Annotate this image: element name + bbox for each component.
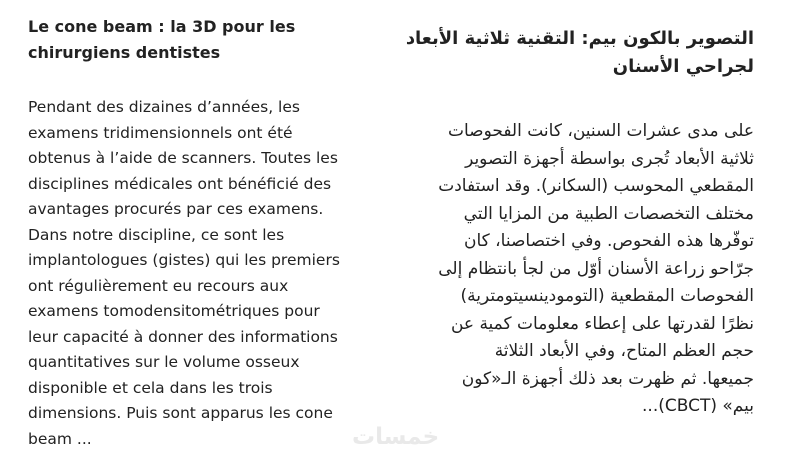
arabic-body-line: على مدى عشرات السنين، كانت الفحوصات	[447, 121, 754, 141]
arabic-body-line: جميعها. ثم ظهرت بعد ذلك أجهزة الـ«كون	[461, 368, 754, 389]
french-body-line: beam ...	[28, 429, 92, 448]
french-body-line: examens tomodensitométriques pour	[28, 302, 320, 320]
arabic-title	[405, 25, 754, 81]
french-body-line: implantologues (gistes) qui les premiers	[28, 251, 340, 269]
french-body-line: dimensions. Puis sont apparus les cone	[28, 404, 333, 422]
arabic-body-line: جرّاحو زراعة الأسنان أوّل من لجأ بانتظام إلى	[438, 258, 754, 279]
french-body	[28, 95, 376, 452]
french-title-line: chirurgiens dentistes	[28, 43, 221, 62]
arabic-body-line: مختلف التخصصات الطبية من المزايا التي	[463, 203, 754, 224]
french-body-line: leur capacité à donner des informations	[28, 327, 338, 346]
french-body-line: disponible et cela dans les trois	[28, 378, 273, 397]
french-body-line: avantages procurés par ces examens.	[28, 200, 324, 218]
khamsat-watermark: خمسات	[352, 424, 440, 450]
arabic-column	[405, 14, 754, 421]
arabic-body	[412, 118, 754, 421]
french-body-line: ont régulièrement eu recours aux	[28, 276, 289, 295]
arabic-body-line: نظرًا لقدرتها على إعطاء معلومات كمية عن	[450, 313, 754, 334]
french-body-line: disciplines médicales ont bénéficié des	[28, 174, 332, 193]
arabic-body-line: توفّرها هذه الفحوص. وفي اختصاصنا، كان	[464, 231, 754, 251]
arabic-body-line: الفحوصات المقطعية (التومودينسيتومترية)	[460, 286, 754, 306]
french-body-line: examens tridimensionnels ont été	[28, 123, 293, 142]
french-body-line: Dans notre discipline, ce sont les	[28, 225, 285, 244]
french-column	[28, 14, 376, 452]
french-body-line: quantitatives sur le volume osseux	[28, 353, 300, 371]
french-body-line: obtenus à l’aide de scanners. Toutes les	[28, 149, 338, 167]
arabic-body-line: المقطعي المحوسب (السكانر). وقد استفادت	[438, 176, 754, 196]
arabic-body-line: حجم العظم المتاح، وفي الأبعاد الثلاثة	[494, 341, 754, 361]
arabic-title-line: لجراحي الأسنان	[612, 56, 754, 77]
arabic-title-line: التصوير بالكون بيم: التقنية ثلاثية الأبعاد	[405, 28, 754, 49]
french-body-line: Pendant des dizaines d’années, les	[28, 98, 300, 116]
french-title	[28, 14, 376, 66]
french-title-line: Le cone beam : la 3D pour les	[28, 17, 296, 36]
arabic-body-line: بيم» (CBCT)...	[642, 396, 754, 416]
arabic-body-line: ثلاثية الأبعاد تُجرى بواسطة أجهزة التصوير	[465, 148, 754, 169]
